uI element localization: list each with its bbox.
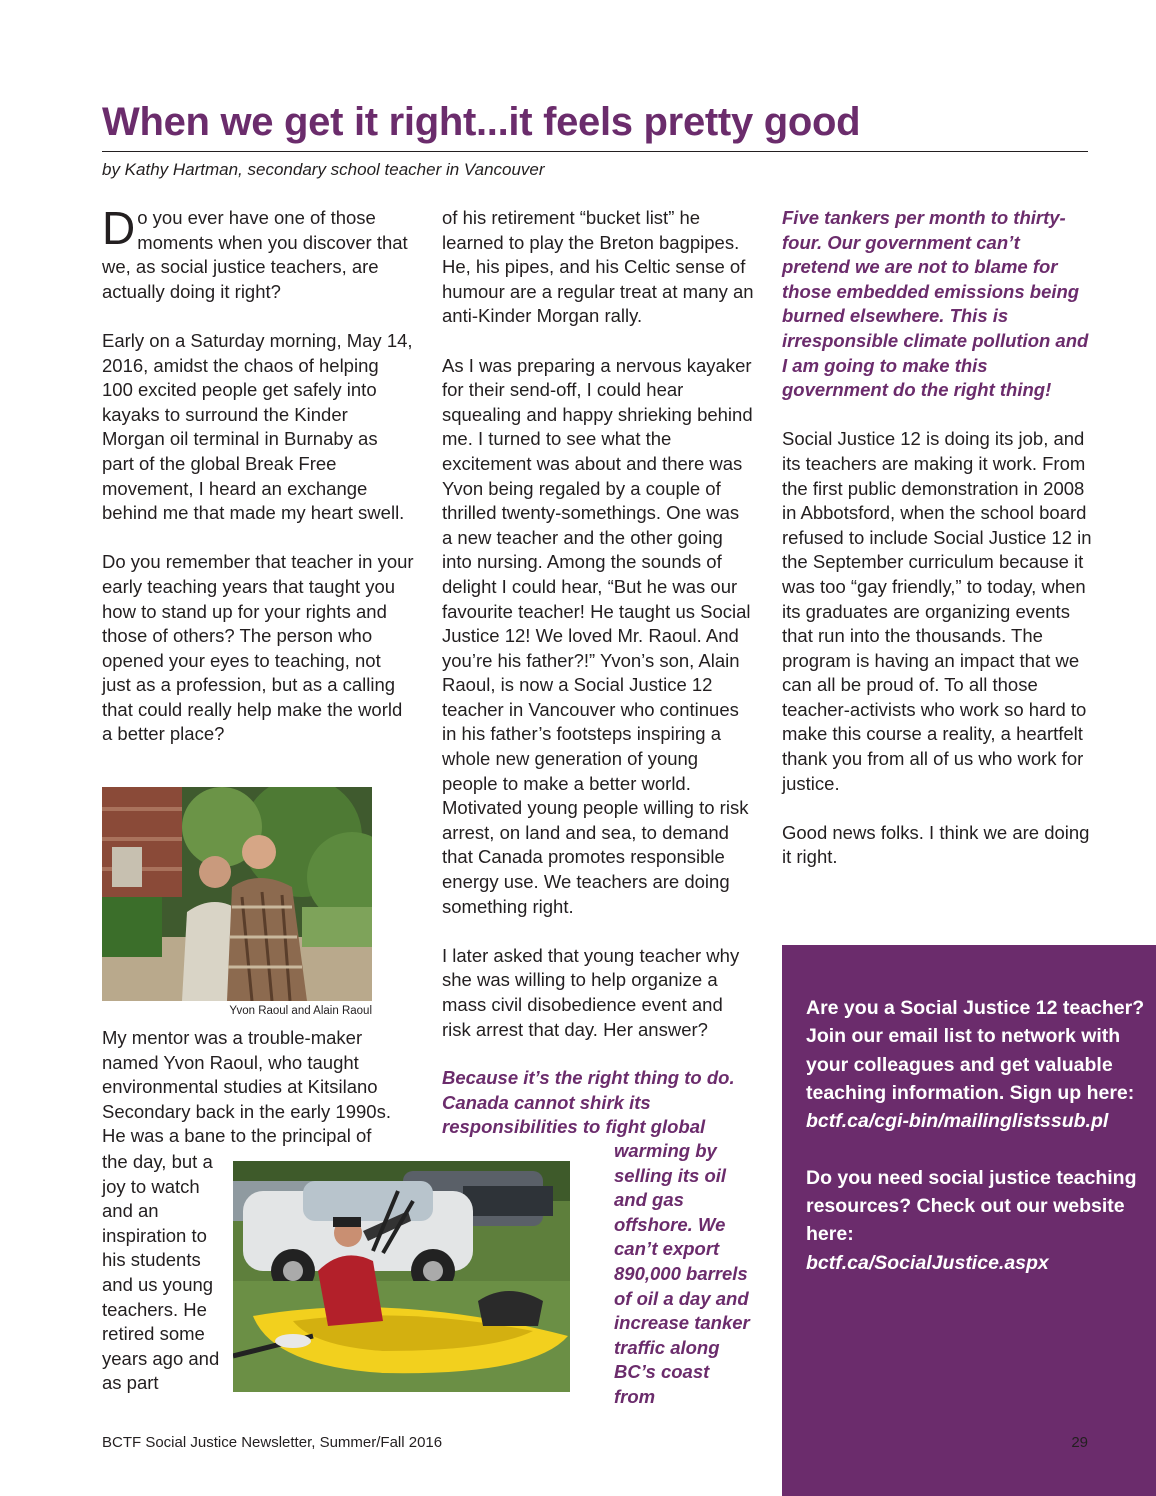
paragraph-6: As I was preparing a nervous kayaker for their send-off, I could hear squealing and happy shrieking behind me. I turned to see what the excitement was about and there was Yvon being regaled by a couple of thrilled twenty-somethings. One was a new teacher and the other going into nursing. Among the sounds of delight I could hear, “But he was our favourite teacher! He taught us Social Justice 12! We loved Mr. Raoul. And you’re his father?!” Yvon’s son, Alain Raoul, is now a Social Justice 12 teacher in Vancouver who continues in his father’s footsteps inspiring a whole new generation of young people to make a better world. Motivated young people willing to risk arrest, on land and sea, to demand that Canada promotes responsible energy use. We teachers are doing something right.	[442, 354, 753, 917]
paragraph-4: My mentor was a trouble-maker named Yvon Raoul, who taught environmental studies at Kitsilano Secondary back in the early 1990s. He was a bane to the principal of	[102, 1027, 391, 1147]
footer-publication: BCTF Social Justice Newsletter, Summer/Fall 2016	[102, 1434, 443, 1451]
column-3	[782, 206, 1092, 895]
paragraph-1-text: o you ever have one of those moments when you discover that we, as social justice teachers, are actually doing it right?	[102, 207, 408, 302]
resources-link[interactable]: bctf.ca/SocialJustice.aspx	[806, 1251, 1049, 1274]
photo-caption: Yvon Raoul and Alain Raoul	[229, 1005, 372, 1017]
paragraph-3: Do you remember that teacher in your early teaching years that taught you how to stand up for your rights and those of others? The person who opened your eyes to teaching, not just as a profession, but as a calling that could really help make the world a better place?	[102, 551, 414, 745]
photo-yvon-and-alain-raoul	[102, 787, 372, 1001]
column-1-wrap-text	[102, 1150, 227, 1421]
paragraph-2: Early on a Saturday morning, May 14, 2016, amidst the chaos of helping 100 excited people get safely into kayaks to surround the Kinder Morgan oil terminal in Burnaby as part of the global Break Free movement, I heard an exchange behind me that made my heart swell.	[102, 329, 413, 524]
quote-part-3: Five tankers per month to thirty-four. Our government can’t pretend we are not to blame for those embedded emissions being burned elsewhere. This is irresponsible climate pollution and I am going to make this government do the right thing!	[782, 207, 1089, 401]
mailing-list-link[interactable]: bctf.ca/cgi-bin/mailinglistssub.pl	[806, 1110, 1109, 1133]
title-rule	[102, 151, 1088, 152]
article-title: When we get it right...it feels pretty good	[102, 100, 861, 144]
paragraph-9: Good news folks. I think we are doing it right.	[782, 821, 1090, 868]
sidebar-mailing-list	[806, 994, 1146, 1135]
paragraph-4-continued: the day, but a joy to watch and an inspiration to his students and us young teachers. He retired some years ago and as part	[102, 1151, 220, 1394]
quote-part-2: warming by selling its oil and gas offshore. We can’t export 890,000 barrels of oil a day and increase tanker traffic along BC’s coast from	[614, 1140, 750, 1407]
paragraph-5: of his retirement “bucket list” he learned to play the Breton bagpipes. He, his pipes, and his Celtic sense of humour are a regular treat at many an anti-Kinder Morgan rally.	[442, 207, 754, 327]
paragraph-1	[102, 202, 414, 304]
column-2	[442, 206, 754, 1067]
drop-cap: D	[102, 202, 136, 254]
column-1	[102, 202, 414, 772]
sidebar-content	[806, 994, 1146, 1305]
page-number: 29	[1071, 1434, 1088, 1451]
sidebar-resources	[806, 1164, 1146, 1277]
sidebar-question-2: Do you need social justice teaching resources? Check out our website here:	[806, 1166, 1137, 1246]
photo-bagpiper-in-kayak	[233, 1161, 570, 1392]
article-byline: by Kathy Hartman, secondary school teacher in Vancouver	[102, 160, 545, 179]
quote-part-1: Because it’s the right thing to do. Canada cannot shirk its responsibilities to fight global	[442, 1067, 735, 1138]
paragraph-8: Social Justice 12 is doing its job, and its teachers are making it work. From the first public demonstration in 2008 in Abbotsford, when the school board refused to include Social Justice 12 in the September curriculum because it was too “gay friendly,” to today, when its graduates are organizing events that run into the thousands. The program is having an impact that we can all be proud of. To all those teacher-activists who work so hard to make this course a reality, a heartfelt thank you from all of us who work for justice.	[782, 428, 1092, 794]
sidebar-question-1: Are you a Social Justice 12 teacher? Join our email list to network with your colleagues and get valuable teaching information. Sign up here:	[806, 997, 1145, 1104]
paragraph-7: I later asked that young teacher why she was willing to help organize a mass civil disobedience event and risk arrest that day. Her answer?	[442, 944, 740, 1040]
